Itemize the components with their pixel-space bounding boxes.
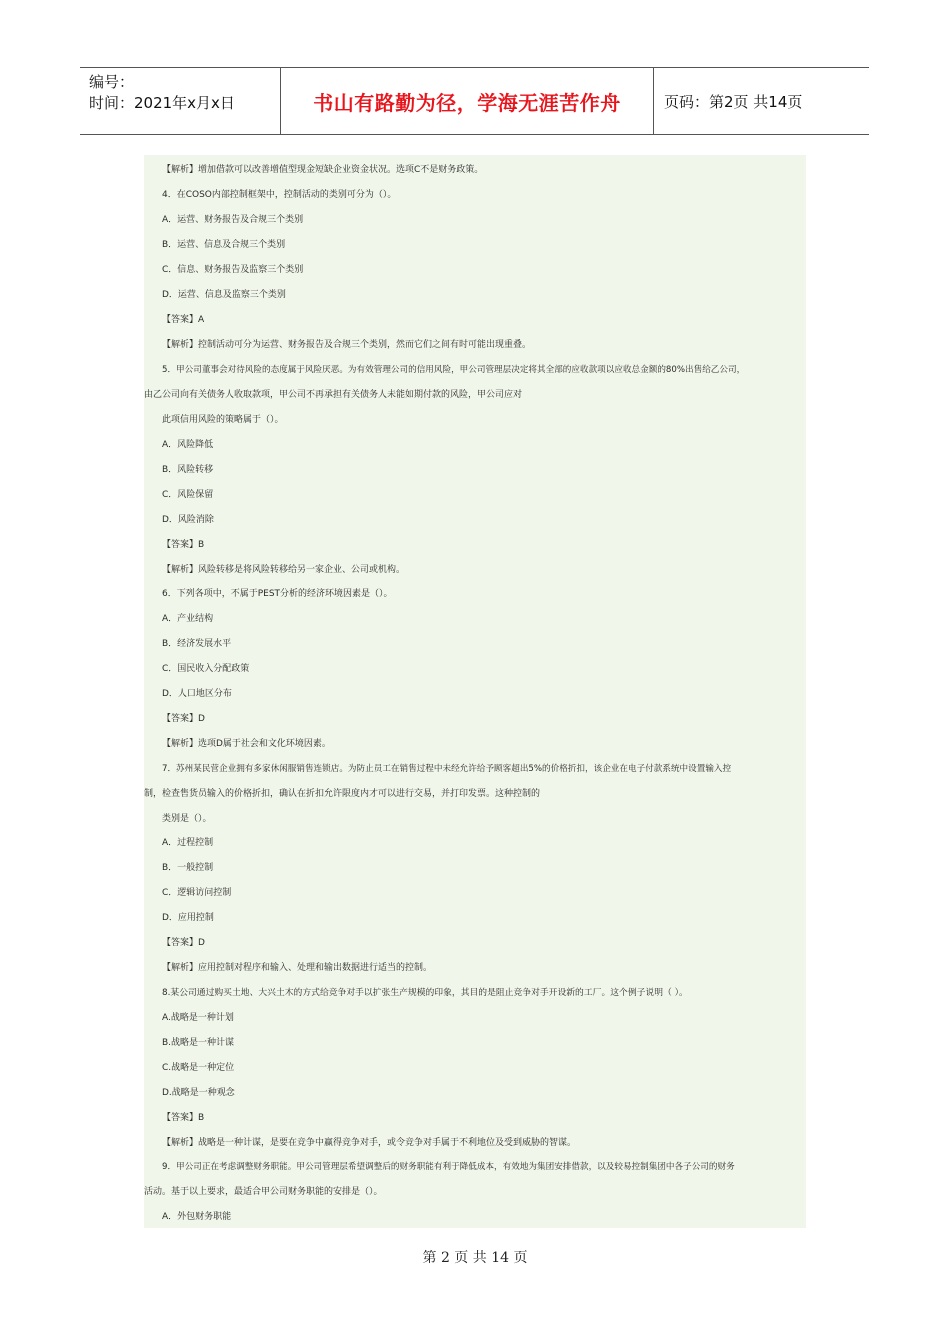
text-line: 【解析】控制活动可分为运营、财务报告及合规三个类别，然而它们之间有时可能出现重叠。 — [162, 340, 532, 350]
text-line: C．信息、财务报告及监察三个类别 — [162, 265, 304, 275]
question-content — [144, 155, 806, 1228]
text-line: A．产业结构 — [162, 614, 214, 624]
header-page-number: 页码：第2页 共14页 — [664, 92, 803, 111]
text-line: C．国民收入分配政策 — [162, 664, 250, 674]
text-line: 4．在COSO内部控制框架中，控制活动的类别可分为（）。 — [162, 190, 397, 200]
text-line: 8.某公司通过购买土地、大兴土木的方式给竞争对手以扩张生产规模的印象，其目的是阻止竞争对手开设新的工厂。这个例子说明（ ）。 — [162, 988, 688, 998]
header-motto-cell — [281, 68, 654, 134]
document-number-label: 编号： — [89, 73, 135, 91]
text-line: D．运营、信息及监察三个类别 — [162, 290, 286, 300]
text-line: 【答案】D — [162, 938, 205, 948]
text-line: B．风险转移 — [162, 465, 214, 475]
text-line: 【答案】A — [162, 315, 205, 325]
text-line: 【解析】战略是一种计谋，是要在竞争中赢得竞争对手，或令竞争对手属于不利地位及受到威胁的智谋。 — [162, 1138, 577, 1148]
text-line: A.战略是一种计划 — [162, 1013, 234, 1023]
header-meta — [80, 68, 281, 134]
header-motto: 书山有路勤为径，学海无涯苦作舟 — [313, 90, 621, 115]
text-line: C．逻辑访问控制 — [162, 888, 232, 898]
page-header — [80, 67, 869, 135]
text-line: D.战略是一种观念 — [162, 1088, 235, 1098]
text-line: 6．下列各项中，不属于PEST分析的经济环境因素是（）。 — [162, 589, 393, 599]
text-line: 7．苏州某民营企业拥有多家休闲服销售连锁店。为防止员工在销售过程中未经允许给予顾客超出5%的价格折扣，该企业在电子付款系统中设置输入控 — [162, 764, 732, 774]
text-line: 此项信用风险的策略属于（）。 — [162, 415, 284, 425]
text-line: B．一般控制 — [162, 863, 214, 873]
text-line: 5．甲公司董事会对待风险的态度属于风险厌恶。为有效管理公司的信用风险，甲公司管理层决定将其全部的应收款项以应收总金额的80%出售给乙公司， — [162, 365, 746, 375]
text-line: 由乙公司向有关债务人收取款项，甲公司不再承担有关债务人未能如期付款的风险，甲公司应对 — [144, 390, 523, 400]
document-date-label: 时间：2021年x月x日 — [89, 94, 235, 112]
header-page-cell — [654, 68, 869, 134]
text-line: D．人口地区分布 — [162, 689, 232, 699]
text-line: C．风险保留 — [162, 490, 214, 500]
page-footer: 第 2 页 共 14 页 — [422, 1250, 528, 1266]
text-line: 【解析】风险转移是将风险转移给另一家企业、公司或机构。 — [162, 565, 406, 575]
text-line: A．外包财务职能 — [162, 1212, 232, 1222]
text-line: 【解析】增加借款可以改善增值型现金短缺企业资金状况。选项C不是财务政策。 — [162, 165, 484, 175]
text-line: D．风险消除 — [162, 515, 214, 525]
text-line: A．风险降低 — [162, 440, 214, 450]
text-line: 【答案】B — [162, 1113, 205, 1123]
text-line: B.战略是一种计谋 — [162, 1038, 235, 1048]
text-line: B．运营、信息及合规三个类别 — [162, 240, 286, 250]
text-line: 活动。基于以上要求，最适合甲公司财务职能的安排是（）。 — [144, 1187, 383, 1197]
text-line: 【答案】D — [162, 714, 205, 724]
text-line: B．经济发展水平 — [162, 639, 232, 649]
text-line: D．应用控制 — [162, 913, 214, 923]
text-line: 9．甲公司正在考虑调整财务职能。甲公司管理层希望调整后的财务职能有利于降低成本，有效地为集团安排借款，以及较易控制集团中各子公司的财务 — [162, 1162, 735, 1172]
text-line: 【解析】选项D属于社会和文化环境因素。 — [162, 739, 331, 749]
text-line: A．运营、财务报告及合规三个类别 — [162, 215, 304, 225]
text-line: C.战略是一种定位 — [162, 1063, 235, 1073]
text-line: 【答案】B — [162, 540, 205, 550]
text-line: 类别是（）。 — [162, 814, 212, 824]
text-line: A．过程控制 — [162, 838, 214, 848]
text-line: 制，检查售货员输入的价格折扣，确认在折扣允许限度内才可以进行交易，并打印发票。这种控制的 — [144, 789, 541, 799]
text-line: 【解析】应用控制对程序和输入、处理和输出数据进行适当的控制。 — [162, 963, 433, 973]
